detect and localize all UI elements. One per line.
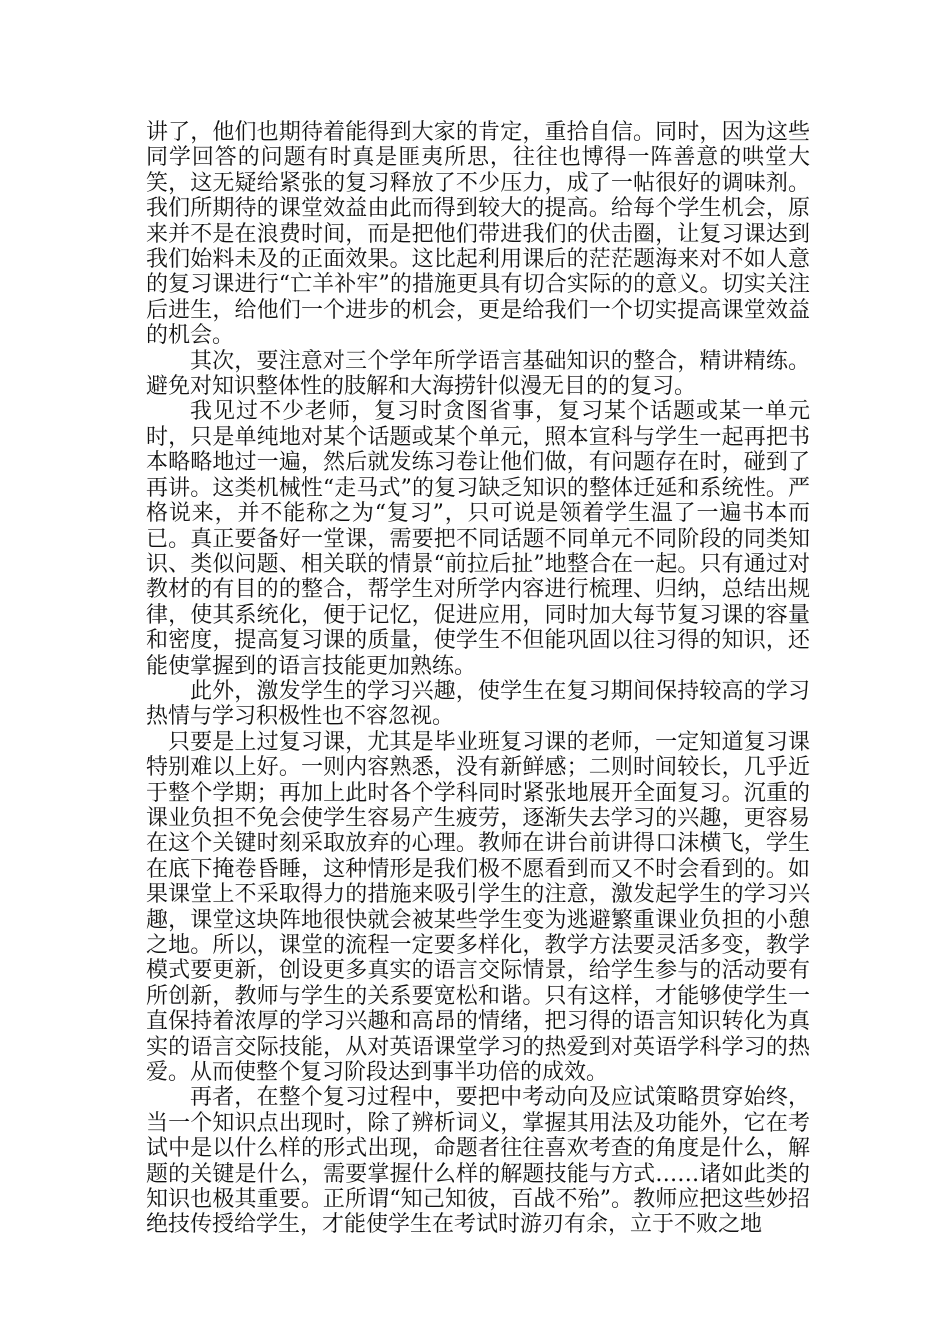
paragraph-exam-strategy: 再者，在整个复习过程中，要把中考动向及应试策略贯穿始终，当一个知识点出现时，除了辨析词义，掌握其用法及功能外，它在考试中是以什么样的形式出现，命题者往往喜欢考查的角度是什么，解题的关键是什么，需要掌握什么样的解题技能与方式……诸如此类的知识也极其重要。正所谓“知己知彼，百战不殆”。教师应把这些妙招绝技传授给学生，才能使学生在考试时游刃有余，立于不败之地: [146, 1085, 810, 1238]
paragraph-review-class: 只要是上过复习课，尤其是毕业班复习课的老师，一定知道复习课特别难以上好。一则内容熟悉，没有新鲜感；二则时间较长，几乎近于整个学期；再加上此时各个学科同时紧张地展开全面复习。沉重的课业负担不免会使学生容易产生疲劳，逐渐失去学习的兴趣，更容易在这个关键时刻采取放弃的心理。教师在讲台前讲得口沫横飞，学生在底下掩卷昏睡，这种情形是我们极不愿看到而又不时会看到的。如果课堂上不采取得力的措施来吸引学生的注意，激发起学生的学习兴趣，课堂这块阵地很快就会被某些学生变为逃避繁重课业负担的小憩之地。所以，课堂的流程一定要多样化，教学方法要灵活多变，教学模式要更新，创设更多真实的语言交际情景，给学生参与的活动要有所创新，教师与学生的关系要宽松和谐。只有这样，才能够使学生一直保持着浓厚的学习兴趣和高昂的情绪，把习得的语言知识转化为真实的语言交际技能，从对英语课堂学习的热爱到对英语学科学习的热爱。从而使整个复习阶段达到事半功倍的成效。: [146, 729, 810, 1086]
paragraph-integration: 其次，要注意对三个学年所学语言基础知识的整合，精讲精练。避免对知识整体性的肢解和大海捞针似漫无目的的复习。: [146, 348, 810, 400]
paragraph-interest: 此外，激发学生的学习兴趣，使学生在复习期间保持较高的学习热情与学习积极性也不容忽视。: [146, 678, 810, 730]
document-body: [146, 120, 810, 1238]
paragraph-teacher-observation: 我见过不少老师，复习时贪图省事，复习某个话题或某一单元时，只是单纯地对某个话题或某个单元，照本宣科与学生一起再把书本略略地过一遍，然后就发练习卷让他们做，有问题存在时，碰到了再讲。这类机械性“走马式”的复习缺乏知识的整体迁延和系统性。严格说来，并不能称之为“复习”，只可说是领着学生温了一遍书本而已。真正要备好一堂课，需要把不同话题不同单元不同阶段的同类知识、类似问题、相关联的情景“前拉后扯”地整合在一起。只有通过对教材的有目的的整合，帮学生对所学内容进行梳理、归纳，总结出规律，使其系统化，便于记忆，促进应用，同时加大每节复习课的容量和密度，提高复习课的质量，使学生不但能巩固以往习得的知识，还能使掌握到的语言技能更加熟练。: [146, 399, 810, 679]
paragraph-continuation: 讲了，他们也期待着能得到大家的肯定，重拾自信。同时，因为这些同学回答的问题有时真是匪夷所思，往往也博得一阵善意的哄堂大笑，这无疑给紧张的复习释放了不少压力，成了一帖很好的调味剂。我们所期待的课堂效益由此而得到较大的提高。给每个学生机会，原来并不是在浪费时间，而是把他们带进我们的伏击圈，让复习课达到我们始料未及的正面效果。这比起利用课后的茫茫题海来对不如人意的复习课进行“亡羊补牢”的措施更具有切合实际的的意义。切实关注后进生，给他们一个进步的机会，更是给我们一个切实提高课堂效益的机会。: [146, 120, 810, 349]
